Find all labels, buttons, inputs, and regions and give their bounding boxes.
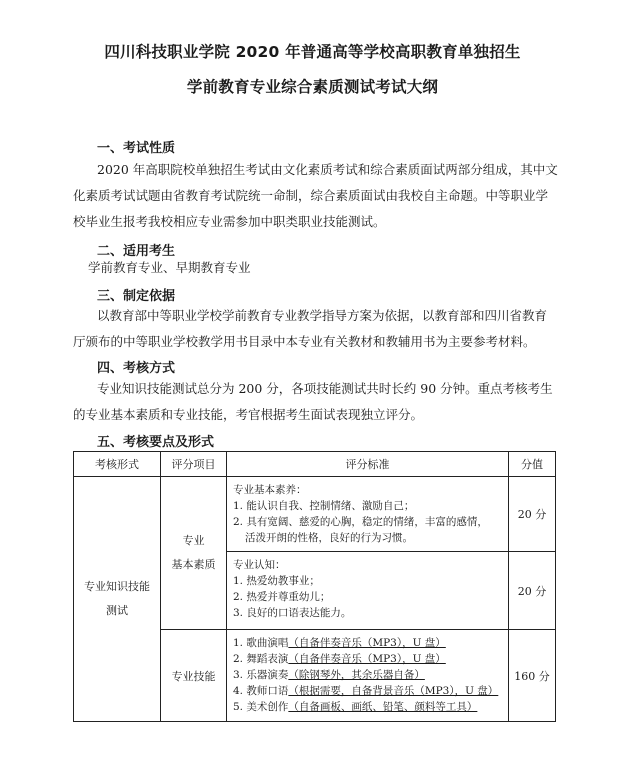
header-item: 评分项目 [161,452,227,477]
skill-item-5-note: （自备画板、画纸、铅笔、颜料等工具） [288,701,478,713]
header-form: 考核形式 [74,452,161,477]
form-cell [74,477,161,722]
section-method-line2: 的专业基本素质和专业技能，考官根据考生面试表现独立评分。 [73,407,424,422]
score-basic-quality: 20 分 [509,477,556,552]
skill-item-2 [233,651,504,667]
form-line2: 测试 [106,604,128,617]
section-method-line1: 专业知识技能测试总分为 200 分，各项技能测试共时长约 90 分钟。重点考核考生 [97,381,553,396]
skill-item-4-label: 4. 教师口语 [233,685,289,697]
header-criteria: 评分标准 [227,452,509,477]
criteria-skills [227,630,509,722]
section-basis-line1: 以教育部中等职业学校学前教育专业教学指导方案为依据，以教育部和四川省教育 [97,308,548,323]
skill-item-4-note: （根据需要，自备背景音乐（MP3），U 盘） [288,685,499,697]
criteria-basic-line2: 2. 具有宽阔、慈爱的心胸，稳定的情绪，丰富的感情， [233,516,488,528]
document-title-line2: 学前教育专业综合素质测试考试大纲 [186,78,439,96]
criteria-cognition-line3: 3. 良好的口语表达能力。 [233,607,352,619]
skill-item-3-label: 3. 乐器演奏 [233,669,289,681]
item-skill-cell: 专业技能 [161,630,227,722]
header-score: 分值 [509,452,556,477]
skill-item-1-note: （自备伴奏音乐（MP3），U 盘） [288,637,446,649]
skill-item-1 [233,635,504,651]
criteria-basic-title: 专业基本素养： [233,484,307,496]
section-nature-line2: 化素质考试试题由省教育考试院统一命制，综合素质面试由我校自主命题。中等职业学 [73,188,549,203]
section-heading-nature: 一、考试性质 [97,141,176,156]
section-nature-line1: 2020 年高职院校单独招生考试由文化素质考试和综合素质面试两部分组成，其中文 [97,162,558,177]
criteria-cognition-line2: 2. 热爱并尊重幼儿； [233,591,331,603]
assessment-table [73,451,556,722]
skill-item-2-label: 2. 舞蹈表演 [233,653,289,665]
skill-item-3-note: （除钢琴外，其余乐器自备） [288,669,425,681]
score-cognition: 20 分 [509,552,556,630]
section-heading-points: 五、考核要点及形式 [97,435,215,450]
section-applicants-line1: 学前教育专业、早期教育专业 [88,260,251,275]
item-basic-line2: 基本素质 [171,558,216,571]
skill-item-5 [233,699,504,715]
criteria-cognition [227,552,509,630]
document-title-line1: 四川科技职业学院 2020 年普通高等学校高职教育单独招生 [104,43,521,61]
skill-item-5-label: 5. 美术创作 [233,701,289,713]
skill-item-2-note: （自备伴奏音乐（MP3），U 盘） [288,653,446,665]
table-header-row [74,452,556,477]
criteria-cognition-title: 专业认知： [233,559,286,571]
criteria-cognition-line1: 1. 热爱幼教事业； [233,575,320,587]
section-heading-method: 四、考核方式 [97,361,176,376]
skill-item-4 [233,683,504,699]
section-nature-line3: 校毕业生报考我校相应专业需参加中职类职业技能测试。 [73,214,386,229]
skill-item-3 [233,667,504,683]
criteria-basic-line3: 活泼开朗的性格，良好的行为习惯。 [245,532,413,544]
section-basis-line2: 厅颁布的中等职业学校教学用书目录中本专业有关教材和教辅用书为主要参考材料。 [73,334,536,349]
section-heading-basis: 三、制定依据 [97,289,176,304]
table-row [74,477,556,552]
item-basic-line1: 专业 [182,534,205,547]
criteria-basic-line1: 1. 能认识自我、控制情绪、激励自己； [233,500,415,512]
form-line1: 专业知识技能 [84,580,150,593]
score-skills: 160 分 [509,630,556,722]
skill-item-1-label: 1. 歌曲演唱 [233,637,289,649]
item-basic-cell [161,477,227,630]
section-heading-applicants: 二、适用考生 [97,244,176,259]
criteria-basic-quality [227,477,509,552]
